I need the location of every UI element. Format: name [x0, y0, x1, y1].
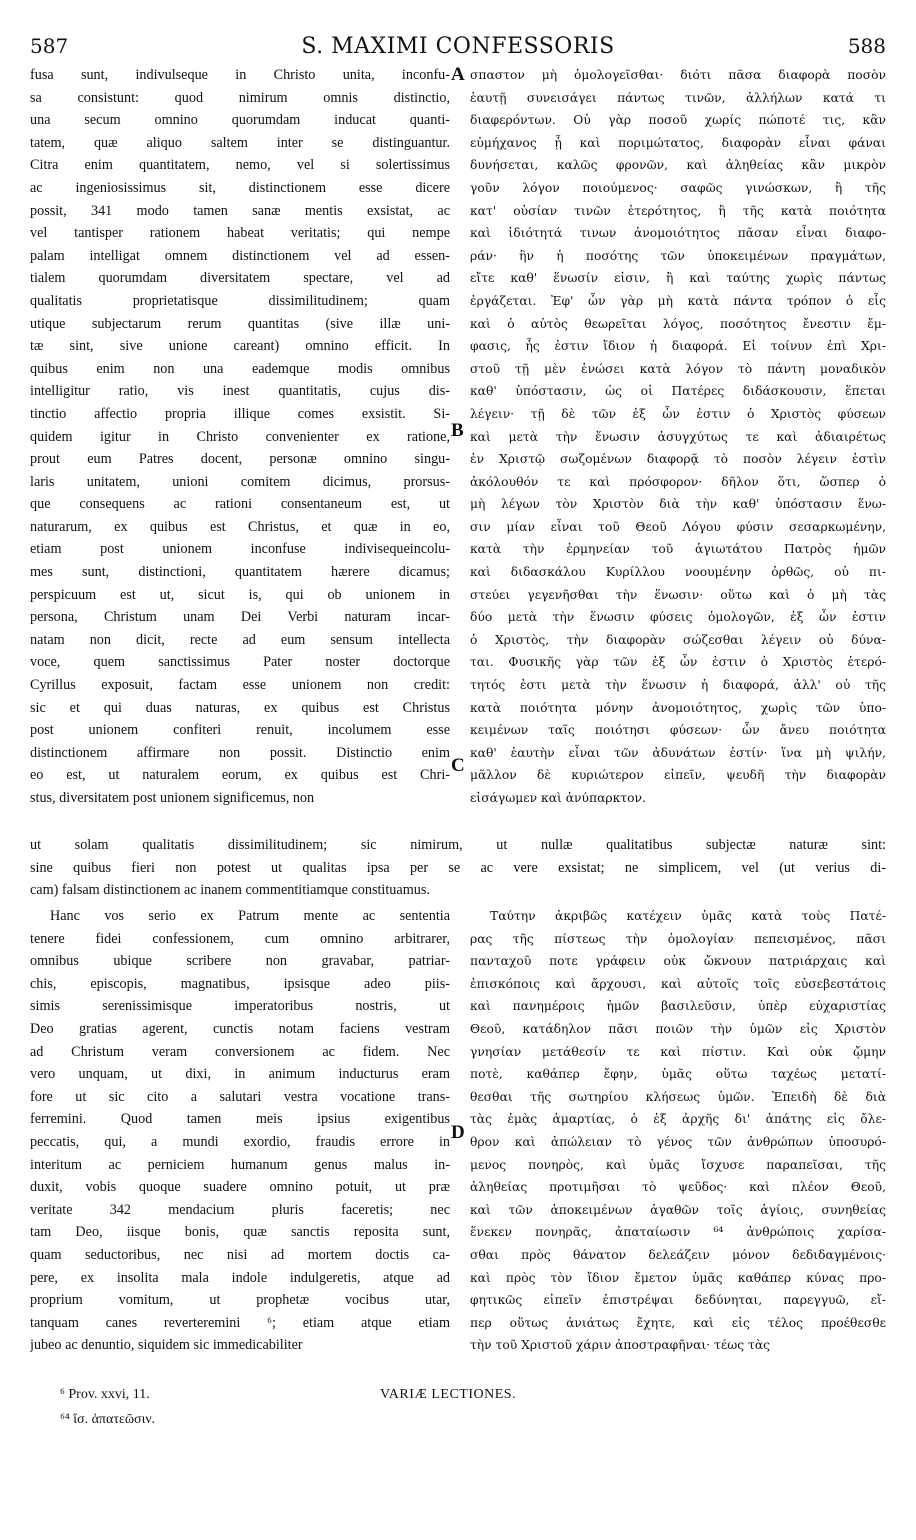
text-line: pere, ex insolita mala indole indulgeretis, atque ad: [30, 1269, 450, 1286]
text-line: καθ' ἑαυτὴν εἶναι τῶν ἀδυνάτων ἐστίν· ἵνα μὴ ψιλήν,: [470, 745, 886, 760]
text-line: tanquam canes reverteremini ⁶; etiam atque etiam: [30, 1314, 450, 1331]
text-line: tam Deo, iisque bonis, quæ sanctis reposita sunt,: [30, 1224, 450, 1241]
text-line: εἰσάγωμεν καὶ ἀνύπαρκτον.: [470, 791, 646, 805]
text-line: περ οὕτως ἀνιάτως ἔχητε, καὶ εἰς τέλος προέθεσθε: [470, 1315, 886, 1330]
text-line: λέγειν· τῇ δὲ τῶν ἐξ ὧν ἐστιν ὁ Χριστὸς φύσεων: [470, 406, 886, 421]
text-line: etiam post unionem inconfuse indivisequeincolu-: [30, 541, 450, 558]
text-line: ad Christum veram conversionem ac fidem. Nec: [30, 1043, 450, 1060]
text-line: sine quibus fieri non potest ut qualitas ipsa per se ac vere exsistat; ne simplicem, vel (ut verius di-: [30, 859, 886, 876]
page-header: [30, 34, 886, 62]
text-line: καὶ διδασκάλου Κυρίλλου νοουμένην ὀρθῶς, οὐ πι-: [470, 565, 886, 580]
latin-full-width-paragraph: [30, 834, 886, 902]
text-line: omnibus ubique scribere non gravabar, patriar-: [30, 953, 450, 970]
greek-column-top: [470, 64, 886, 810]
text-line: ρας τῆς πίστεως τὴν ὁμολογίαν πεπεισμένος, πᾶσι: [470, 931, 886, 946]
text-line: ἕνεκεν πονηρᾶς, ἀπαταίωσιν ⁶⁴ ἀνθρώποις χαρίσα-: [470, 1225, 886, 1240]
text-line: interitum ac perniciem humanum genus malus in-: [30, 1156, 450, 1173]
text-line: γοῦν λόγον ποιούμενος· σαφῶς γινώσκων, ἢ τῆς: [470, 180, 886, 195]
text-line: ἀκόλουθόν τε καὶ πρόσφορον· δῆλον ὅτι, ὥσπερ ὁ: [470, 474, 886, 489]
text-line: καὶ πανημέροις ἡμῶν βασιλεῦσιν, ὑπὲρ εὐχαριστίας: [470, 999, 886, 1014]
text-line: ποτὲ, καθάπερ ἔφην, ὑμᾶς οὕτω ταχέως μετατί-: [470, 1067, 886, 1082]
text-line: chis, episcopis, magnatibus, ipsisque adeo piis-: [30, 975, 450, 992]
text-line: qualitatis proprietatisque dissimilitudinem; quam: [30, 292, 450, 309]
text-line: quibus enim non una eademque modis omnibus: [30, 360, 450, 377]
text-line: ράν· ἣν ἡ ποσότης τῶν ὑποκειμένων πραγμάτων,: [470, 248, 886, 263]
variant-reading: ⁶⁴ ἴσ. ἀπατεῶσιν.: [60, 1412, 156, 1427]
text-line: διαφερόντων. Οὐ γὰρ ποσοῦ χωρίς πώποτέ τις, κἂν: [470, 113, 886, 128]
text-line: στοῦ τῇ μὲν ἑνώσει κατὰ λόγον τὸ πάντη μοναδικὸν: [470, 361, 886, 376]
text-line: ἑαυτῇ συνεισάγει πάντως τινῶν, ἀλλήλων κατά τι: [470, 90, 886, 105]
text-line: tatem, quæ aliquo saltem inter se distinguantur.: [30, 134, 450, 151]
text-line: μᾶλλον δὲ κυριώτερον εἰπεῖν, ψευδῆ τὴν διαφορὰν: [470, 768, 886, 783]
section-marker-b: B: [451, 420, 464, 441]
text-line: ἀληθείας προτιμῆσαι τὸ ψεῦδος· καὶ πλέον Θεοῦ,: [470, 1180, 886, 1195]
text-line: κειμένων ταῖς ποιότησι φύσεων· ὧν ἄνευ ποιότητα: [470, 723, 886, 738]
text-line: στεύει γεγενῆσθαι τὴν ἕνωσιν· οὕτω καὶ ὁ μὴ τὰς: [470, 587, 886, 602]
text-line: tialem quorumdam diversitatem spectare, vel ad: [30, 270, 450, 287]
text-line: fusa sunt, indivulseque in Christo unita, inconfu-: [30, 67, 450, 83]
text-line: εἴτε καθ' ἕνωσίν εἰσιν, ἢ καὶ ταύτης χωρὶς πάντως: [470, 271, 886, 286]
footnote-reference: ⁶ Prov. xxvi, 11.: [60, 1387, 150, 1402]
text-line: ac ingeniosissimus sit, distinctionem esse dicere: [30, 179, 450, 196]
page-number-left: 587: [30, 34, 69, 58]
text-line: duxit, vobis quoque suadere omnino potuit, ut præ: [30, 1179, 450, 1196]
text-line: καὶ πρὸς τὸν ἴδιον ἔμετον ὑμᾶς καθάπερ κύνας προ-: [470, 1270, 886, 1285]
text-line: καὶ ἰδιότητά τινων ἀνομοιότητος πᾶσαν εἶναι διαφο-: [470, 226, 886, 241]
text-line: κατὰ ποιότητα μόνην ἀνομοιότητος, χωρὶς τῶν ὑπο-: [470, 700, 886, 715]
text-line: quam seductoribus, nec nisi ad mortem doctis ca-: [30, 1246, 450, 1263]
text-line: Cyrillus exposuit, factam esse unionem non credit:: [30, 677, 450, 694]
text-line: sa consistunt: quod nimirum omnis distinctio,: [30, 89, 450, 106]
text-line: sic et qui duas naturas, ex quibus est Christus: [30, 699, 450, 716]
text-line: ται. Φυσικῆς γὰρ τῶν ἐξ ὧν ἐστιν ὁ Χριστὸς ἑτερό-: [470, 655, 886, 670]
text-line: laris unitatem, unioni comitem dicimus, prorsus-: [30, 473, 450, 490]
text-line: natam non dicit, recte ad eum sensum intellecta: [30, 631, 450, 648]
text-line: ut solam qualitatis dissimilitudinem; sic nimirum, ut nullæ qualitatibus subjectæ naturæ sint:: [30, 837, 886, 853]
text-line: δύο μετὰ τὴν ἕνωσιν φύσεις ὁμολογῶν, ἐξ ὧν ἐστιν: [470, 610, 886, 625]
text-line: fore ut sic cito a salutari vestra vocatione trans-: [30, 1088, 450, 1105]
text-line: perspicuum est ut, sicut is, qui ob unionem in: [30, 586, 450, 603]
text-line: stus, diversitatem post unionem significemus, non: [30, 790, 315, 806]
text-line: peccatis, qui, a mundi exordio, fraudis errore in: [30, 1133, 450, 1150]
text-line: πανταχοῦ ποτε γράφειν οὐκ ὤκνουν πατριάρχαις καὶ: [470, 954, 886, 969]
text-line: θεσθαι τῆς σωτηρίου κλήσεως ὑμῶν. Ἐπειδὴ δὲ διὰ: [470, 1089, 886, 1104]
text-line: jubeo ac denuntio, siquidem sic immedicabiliter: [30, 1337, 303, 1354]
text-line: γνησίαν μετάθεσίν τε καὶ πίστιν. Καὶ οὐκ ᾤμην: [470, 1044, 886, 1059]
text-line: intelligitur ratio, vis inest quantitatis, cujus dis-: [30, 383, 450, 400]
text-line: θρον καὶ ἀπώλειαν τὸ γένος τῶν ἀνθρώπων ὑποσυρό-: [470, 1134, 886, 1149]
text-line: καὶ μετὰ τὴν ἕνωσιν ἀσυγχύτως τε καὶ ἀδιαιρέτως: [470, 429, 886, 444]
text-line: μὴ λέγων τὸν Χριστὸν διὰ τὴν καθ' ὑπόστασιν ἕνω-: [470, 497, 886, 512]
text-line: τητός ἐστι μετὰ τὴν ἕνωσιν ἡ διαφορά, ἀλλ' οὐ τῆς: [470, 678, 886, 693]
text-line: καὶ τῶν ἀποκειμένων ἀγαθῶν τοῖς ἁγίοις, συνηθείας: [470, 1202, 886, 1217]
text-line: ἐργάζεται. Ἐφ' ὧν γὰρ μὴ κατὰ πάντα τρόπον ὁ εἷς: [470, 293, 886, 308]
text-line: δυνήσεται, καλῶς φρονῶν, καὶ ἀληθείας κἂν μικρὸν: [470, 158, 886, 173]
text-line: palam intelligat omnem distinctionem vel ad essen-: [30, 247, 450, 264]
text-line: tinctio affectio propria illique comes exsistit. Si-: [30, 405, 450, 422]
text-line: ferremini. Quod tamen meis ipsius exigentibus: [30, 1111, 450, 1128]
text-line: quidem igitur in Christo convenienter ex ratione,: [30, 428, 450, 445]
text-line: σπαστον μὴ ὁμολογεῖσθαι· διότι πᾶσα διαφορὰ ποσὸν: [470, 68, 886, 82]
text-line: possit, 341 modo tamen sanæ mentis exsistat, ac: [30, 202, 450, 219]
text-line: post unionem confiteri renuit, incolumem esse: [30, 722, 450, 739]
text-line: σθαι πρὸς θάνατον δελεάζειν μόνον δεδιδαγμένοις·: [470, 1247, 886, 1262]
text-line: τὴν τοῦ Χριστοῦ χάριν ἀποστραφῆναι· τέως τὰς: [470, 1338, 771, 1353]
text-line: vel tantisper rationem habeat veritatis; qui nempe: [30, 225, 450, 242]
text-line: φητικῶς εἰπεῖν ἐπιστρέψαι δεδύνηται, παρεγγυῶ, εἴ-: [470, 1293, 886, 1308]
text-line: ἐπισκόποις καὶ ἄρχουσι, καὶ αὐτοῖς τοῖς εὐσεβεστάτοις: [470, 976, 886, 991]
text-line: vero unquam, ut dixi, in animum inducturus eram: [30, 1066, 450, 1083]
text-line: tenere fidei confessionem, cum omnino arbitrarer,: [30, 930, 450, 947]
text-line: cam) falsam distinctionem ac inanem commentitiamque constituamus.: [30, 882, 430, 899]
text-line: σιν μίαν εἶναι τοῦ Θεοῦ Λόγου φύσιν σεσαρκωμένην,: [470, 519, 886, 534]
text-line: μενος πονηρὸς, καὶ ὑμᾶς ἴσχυσε παραπεῖσαι, τῆς: [470, 1157, 886, 1172]
greek-column-bottom: [470, 905, 886, 1357]
latin-column-bottom: [30, 905, 450, 1357]
text-line: τὰς ἐμὰς ἁμαρτίας, ὁ ἐξ ἀρχῆς δι' ἀπάτης εἰς ὄλε-: [470, 1112, 886, 1127]
text-line: que consequens ac rationi consentaneum est, ut: [30, 496, 450, 513]
text-line: una secum omnino quorumdam inducat quanti-: [30, 112, 450, 129]
text-line: voce, quem sanctissimus Pater noster doctorque: [30, 654, 450, 671]
page-number-right: 588: [847, 34, 886, 58]
latin-column-top: [30, 64, 450, 810]
text-line: κατὰ τὴν ἑρμηνείαν τοῦ ἁγιωτάτου Πατρὸς ἡμῶν: [470, 542, 886, 557]
text-line: Citra enim quantitatem, nemo, vel si solertissimus: [30, 157, 450, 174]
text-line: ἐν Χριστῷ σωζομένων διαφορᾷ τὸ ποσὸν λέγειν ἐστὶν: [470, 452, 886, 467]
text-line: εὐμήχανος ᾖ καὶ ποριμώτατος, διαφορὰν εἶναι φάναι: [470, 135, 886, 150]
text-line: Θεοῦ, κατάδηλον πᾶσι ποιῶν τὴν ὑμῶν εἰς Χριστὸν: [470, 1021, 886, 1036]
running-title: S. MAXIMI CONFESSORIS: [301, 34, 615, 59]
text-line: ὁ Χριστὸς, τὴν διαφορὰν σώζεσθαι λέγειν οὐ δύνα-: [470, 632, 886, 647]
text-line: proprium vomitum, ut prophetæ vocibus utar,: [30, 1292, 450, 1309]
text-line: φασις, ἧς ἐστιν ἴδιον ἡ διαφορά. Εἰ τοίνυν ἐπὶ Χρι-: [470, 339, 886, 354]
section-marker-d: D: [451, 1122, 465, 1143]
variae-lectiones-title: VARIÆ LECTIONES.: [380, 1387, 517, 1402]
section-marker-a: A: [451, 64, 465, 85]
text-line: Deo gratias agerent, cunctis notam faciens vestram: [30, 1020, 450, 1037]
text-line: utique subjectarum rerum quantitas (sive illæ uni-: [30, 315, 450, 332]
text-line: distinctionem affirmare non possit. Distinctio enim: [30, 744, 450, 761]
text-line: eo est, ut naturalem eorum, ex quibus est Chri-: [30, 767, 450, 784]
text-line: naturarum, ex quibus est Christus, et quæ in eo,: [30, 518, 450, 535]
text-line: καθ' ὑπόστασιν, ὡς οἱ Πατέρες διδάσκουσιν, ἕπεται: [470, 384, 886, 399]
text-line: mes sunt, distinctioni, quantitatem hærere dicamus;: [30, 564, 450, 581]
text-line: tæ sint, sive unione careant) omnino efficit. In: [30, 338, 450, 355]
text-line: simis serenissimisque imperatoribus nostris, ut: [30, 998, 450, 1015]
text-line: persona, Christum unam Dei Verbi naturam incar-: [30, 609, 450, 626]
section-marker-c: C: [451, 755, 465, 776]
text-line: Hanc vos serio ex Patrum mente ac sententia: [50, 908, 450, 924]
text-line: Ταύτην ἀκριβῶς κατέχειν ὑμᾶς κατὰ τοὺς Πατέ-: [490, 909, 886, 923]
text-line: κατ' οὐσίαν τινῶν ἑτερότητος, ἢ τῆς κατὰ ποιότητα: [470, 203, 886, 218]
text-line: prout eum Patres docent, personæ omnino singu-: [30, 451, 450, 468]
text-line: veritate 342 mendacium pluris faceretis; nec: [30, 1201, 450, 1218]
text-line: καὶ ὁ αὐτὸς θεωρεῖται λόγος, ποσότητος ἔνεστιν ἔμ-: [470, 316, 886, 331]
